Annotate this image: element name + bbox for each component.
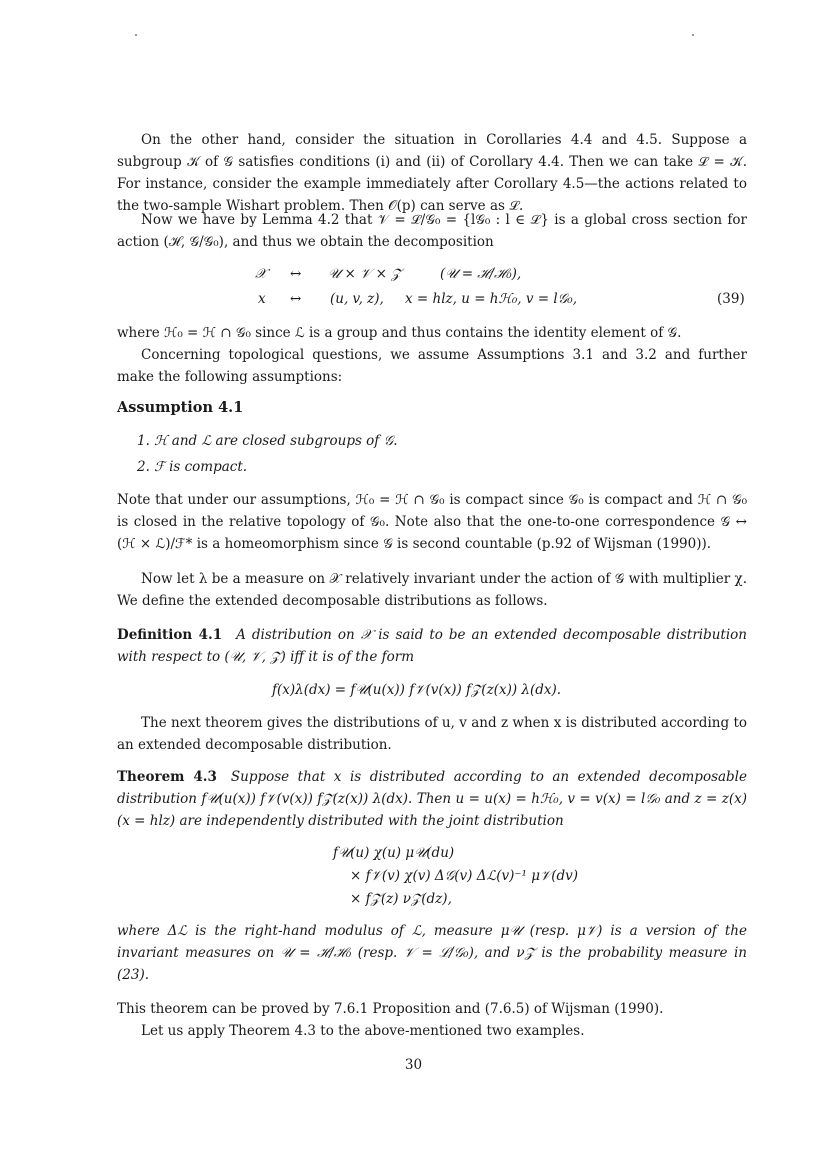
theorem-formula-line2: × f𝒱(v) χ(v) Δ𝒢(v) Δℒ(v)⁻¹ μ𝒱(dv) bbox=[350, 868, 579, 884]
paragraph-where: where ℋ₀ = ℋ ∩ 𝒢₀ since ℒ is a group and thus contains the identity element of 𝒢. bbox=[117, 325, 682, 341]
theorem-block bbox=[117, 766, 747, 832]
definition-text: A distribution on 𝒳 is said to be an extended decomposable distribution with respect to (𝒰, 𝒱, 𝒵) iff it is of the form bbox=[117, 627, 747, 665]
theorem-after: where Δℒ is the right-hand modulus of ℒ, measure μ𝒰 (resp. μ𝒱) is a version of the invariant measures on 𝒰 = ℋ/ℋ₀ (resp. 𝒱 = ℒ/𝒢₀), and ν𝒵 is the probability measure in (23). bbox=[117, 923, 747, 983]
paragraph-topological: Concerning topological questions, we assume Assumptions 3.1 and 3.2 and further make the following assumptions: bbox=[117, 347, 747, 385]
paragraph-next-theorem: The next theorem gives the distributions of u, v and z when x is distributed according to an extended decomposable distribution. bbox=[117, 715, 747, 753]
assumption-item-1: 1. ℋ and ℒ are closed subgroups of 𝒢. bbox=[137, 433, 398, 449]
eq-line2-rhs: (u, v, z), bbox=[330, 291, 384, 307]
eq-line1-lhs: 𝒳 bbox=[255, 266, 267, 282]
assumption-heading: Assumption 4.1 bbox=[117, 399, 244, 416]
page-number: 30 bbox=[404, 1057, 423, 1073]
definition-block bbox=[117, 624, 747, 668]
eq-line2-cond: x = hlz, u = hℋ₀, v = l𝒢₀, bbox=[405, 291, 577, 307]
paragraph-lemma: Now we have by Lemma 4.2 that 𝒱 = ℒ/𝒢₀ = {l𝒢₀ : l ∈ ℒ} is a global cross section for action (ℋ, 𝒢/𝒢₀), and thus we obtain the decomposition bbox=[117, 212, 747, 250]
theorem-formula-line3: × f𝒵(z) ν𝒵(dz), bbox=[350, 891, 452, 907]
eq-line2-arrow: ↔ bbox=[290, 291, 302, 307]
scan-speck bbox=[692, 34, 694, 36]
paragraph-measure: Now let λ be a measure on 𝒳 relatively invariant under the action of 𝒢 with multiplier χ. We define the extended decomposable distributions as follows. bbox=[117, 571, 747, 609]
theorem-formula-line1: f𝒰(u) χ(u) μ𝒰(du) bbox=[333, 845, 455, 861]
definition-label: Definition 4.1 bbox=[117, 627, 223, 643]
assumption-item-2: 2. ℱ is compact. bbox=[137, 459, 248, 475]
scan-speck bbox=[135, 34, 137, 36]
eq-line2-lhs: x bbox=[258, 291, 266, 307]
paragraph-apply: Let us apply Theorem 4.3 to the above-mentioned two examples. bbox=[141, 1023, 585, 1039]
theorem-text: Suppose that x is distributed according to an extended decomposable distribution f𝒰(u(x)) f𝒱(v(x)) f𝒵(z(x)) λ(dx). Then u = u(x) = hℋ₀, v = v(x) = l𝒢₀ and z = z(x) (x = hlz) are independently distributed with the joint distribution bbox=[117, 769, 747, 829]
definition-formula: f(x)λ(dx) = f𝒰(u(x)) f𝒱(v(x)) f𝒵(z(x)) λ(dx). bbox=[272, 682, 562, 698]
equation-number: (39) bbox=[717, 291, 745, 307]
paragraph-note: Note that under our assumptions, ℋ₀ = ℋ ∩ 𝒢₀ is compact since 𝒢₀ is compact and ℋ ∩ 𝒢₀ is closed in the relative topology of 𝒢₀. Note also that the one-to-one correspondence 𝒢 ↔ (ℋ × ℒ)/ℱ* is a homeomorphism since 𝒢 is second countable (p.92 of Wijsman (1990)). bbox=[117, 492, 747, 552]
theorem-label: Theorem 4.3 bbox=[117, 769, 217, 785]
eq-line1-rhs: 𝒰 × 𝒱 × 𝒵 bbox=[328, 266, 402, 282]
paragraph-proof: This theorem can be proved by 7.6.1 Proposition and (7.6.5) of Wijsman (1990). bbox=[117, 1001, 664, 1017]
eq-line1-cond: (𝒰 = ℋ/ℋ₀), bbox=[440, 266, 522, 282]
paragraph-corollaries: On the other hand, consider the situation in Corollaries 4.4 and 4.5. Suppose a subgroup 𝒦 of 𝒢 satisfies conditions (i) and (ii) of Corollary 4.4. Then we can take ℒ = 𝒦. For instance, consider the example immediately after Corollary 4.5—the actions related to the two-sample Wishart problem. Then 𝒪(p) can serve as ℒ. bbox=[117, 132, 747, 214]
eq-line1-arrow: ↔ bbox=[290, 266, 302, 282]
